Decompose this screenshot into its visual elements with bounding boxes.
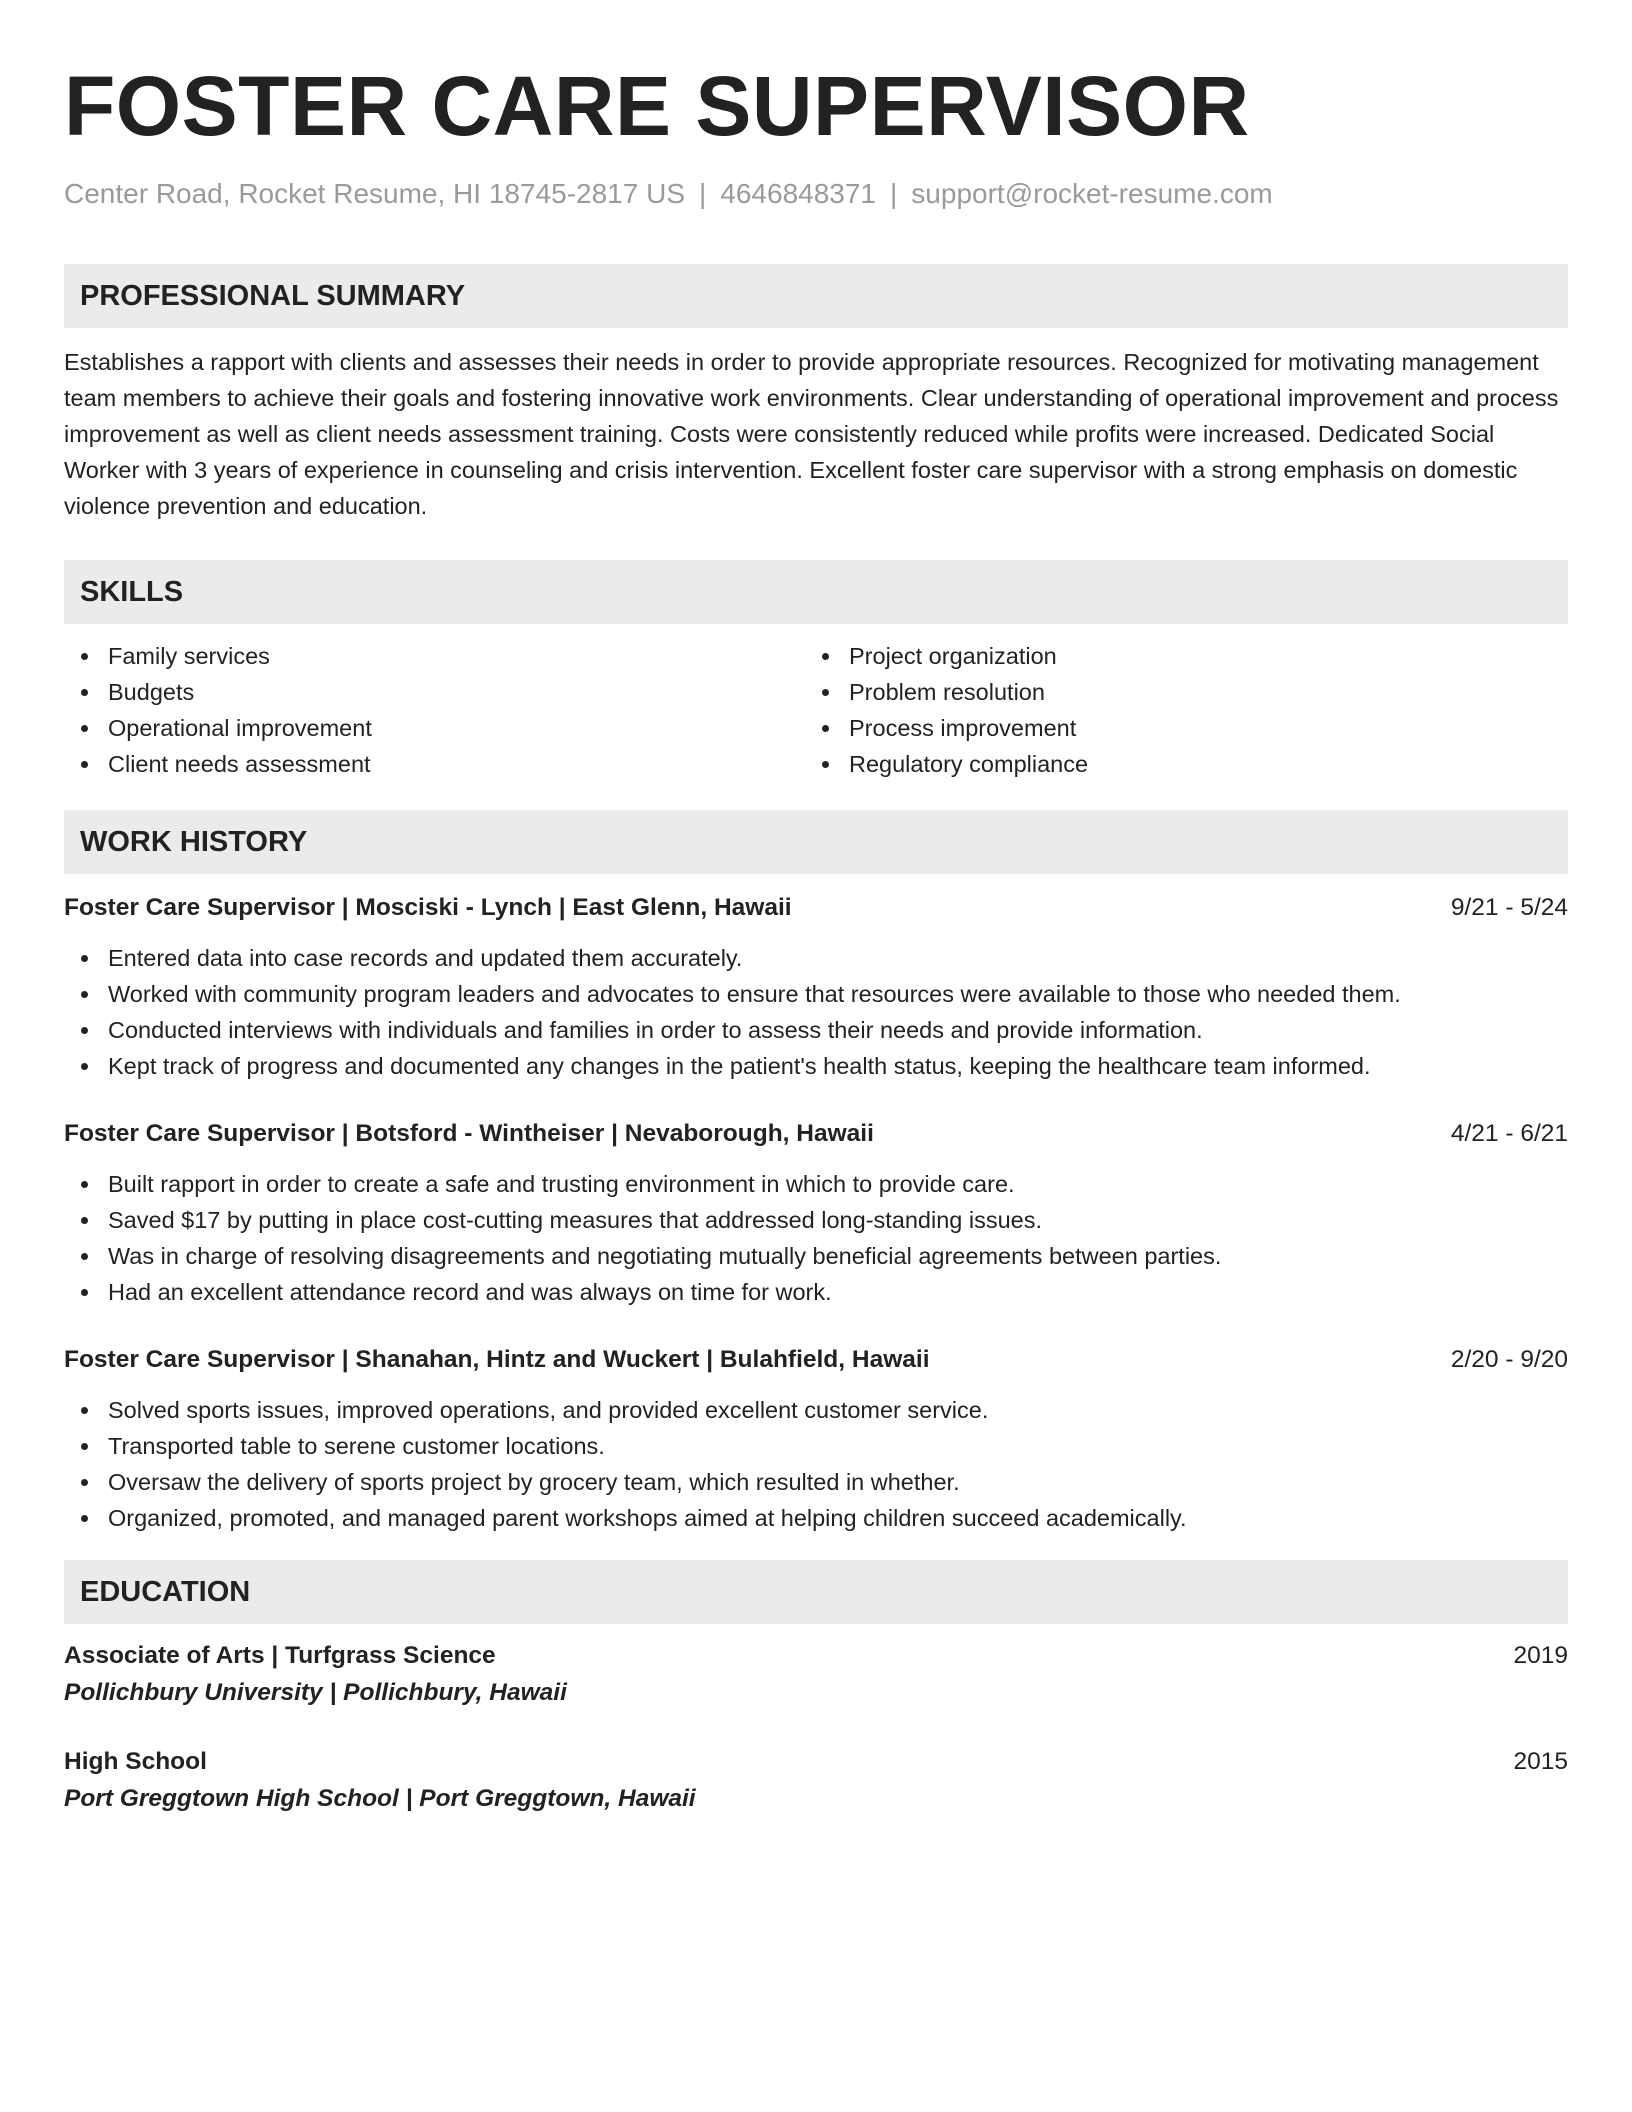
job-bullet: Kept track of progress and documented any changes in the patient's health status, keeping the healthcare team informed.: [64, 1048, 1568, 1084]
education-entry: [64, 1638, 1568, 1712]
skill-item: Process improvement: [805, 710, 1546, 746]
education-entry: [64, 1744, 1568, 1818]
education-degree: Associate of Arts | Turfgrass Science: [64, 1642, 496, 1669]
job-dates: 4/21 - 6/21: [1450, 1120, 1568, 1147]
job-title: Foster Care Supervisor | Mosciski - Lynch | East Glenn, Hawaii: [64, 894, 792, 921]
education-school: Port Greggtown High School | Port Greggtown, Hawaii: [64, 1785, 696, 1812]
contact-line: [64, 176, 1568, 212]
skill-item: Regulatory compliance: [805, 746, 1546, 782]
section-heading-summary: PROFESSIONAL SUMMARY: [64, 264, 1568, 328]
job-bullet-list: [64, 940, 1568, 1084]
skills-column-right: [805, 638, 1546, 782]
education-degree: High School: [64, 1748, 207, 1775]
skill-item: Project organization: [805, 638, 1546, 674]
job-bullet: Organized, promoted, and managed parent workshops aimed at helping children succeed academically.: [64, 1500, 1568, 1536]
education-school: Pollichbury University | Pollichbury, Hawaii: [64, 1679, 567, 1706]
contact-address: Center Road, Rocket Resume, HI 18745-2817 US: [64, 178, 685, 209]
skills-grid: [64, 638, 1568, 782]
job-header: [64, 1116, 1568, 1152]
job-header: [64, 890, 1568, 926]
job-dates: 2/20 - 9/20: [1450, 1346, 1568, 1373]
job-bullet: Entered data into case records and updated them accurately.: [64, 940, 1568, 976]
contact-separator: |: [890, 178, 898, 209]
contact-phone: 4646848371: [720, 178, 877, 209]
contact-email: support@rocket-resume.com: [911, 178, 1273, 209]
job-bullet: Was in charge of resolving disagreements and negotiating mutually beneficial agreements between parties.: [64, 1238, 1568, 1274]
contact-separator: |: [699, 178, 707, 209]
job-dates: 9/21 - 5/24: [1450, 894, 1568, 921]
job-bullet: Worked with community program leaders and advocates to ensure that resources were available to those who needed them.: [64, 976, 1568, 1012]
education-year: 2015: [1513, 1748, 1568, 1775]
skills-column-left: [64, 638, 805, 782]
job-bullet-list: [64, 1166, 1568, 1310]
job-bullet-list: [64, 1392, 1568, 1536]
job-bullet: Saved $17 by putting in place cost-cutting measures that addressed long-standing issues.: [64, 1202, 1568, 1238]
section-heading-skills: SKILLS: [64, 560, 1568, 624]
job-entry: [64, 890, 1568, 1084]
job-bullet: Oversaw the delivery of sports project by grocery team, which resulted in whether.: [64, 1464, 1568, 1500]
section-heading-education: EDUCATION: [64, 1560, 1568, 1624]
job-bullet: Solved sports issues, improved operations, and provided excellent customer service.: [64, 1392, 1568, 1428]
education-year: 2019: [1513, 1642, 1568, 1669]
job-title: Foster Care Supervisor | Shanahan, Hintz and Wuckert | Bulahfield, Hawaii: [64, 1346, 930, 1373]
education-header: [64, 1638, 1568, 1674]
job-bullet: Had an excellent attendance record and was always on time for work.: [64, 1274, 1568, 1310]
job-title: Foster Care Supervisor | Botsford - Wintheiser | Nevaborough, Hawaii: [64, 1120, 874, 1147]
education-header: [64, 1744, 1568, 1780]
summary-paragraph: Establishes a rapport with clients and assesses their needs in order to provide appropriate resources. Recognized for motivating management team members to achieve their goals and fostering innovative work environments. Clear understanding of operational improvement and process improvement as well as client needs assessment training. Costs were consistently reduced while profits were increased. Dedicated Social Worker with 3 years of experience in counseling and crisis intervention. Excellent foster care supervisor with a strong emphasis on domestic violence prevention and education.: [64, 349, 1559, 519]
job-bullet: Transported table to serene customer locations.: [64, 1428, 1568, 1464]
job-entry: [64, 1342, 1568, 1536]
job-bullet: Built rapport in order to create a safe and trusting environment in which to provide care.: [64, 1166, 1568, 1202]
skill-item: Operational improvement: [64, 710, 805, 746]
candidate-name: FOSTER CARE SUPERVISOR: [64, 59, 1250, 153]
job-bullet: Conducted interviews with individuals and families in order to assess their needs and provide information.: [64, 1012, 1568, 1048]
skill-item: Family services: [64, 638, 805, 674]
skill-item: Client needs assessment: [64, 746, 805, 782]
skill-item: Budgets: [64, 674, 805, 710]
job-header: [64, 1342, 1568, 1378]
skill-item: Problem resolution: [805, 674, 1546, 710]
section-heading-work-history: WORK HISTORY: [64, 810, 1568, 874]
job-entry: [64, 1116, 1568, 1310]
